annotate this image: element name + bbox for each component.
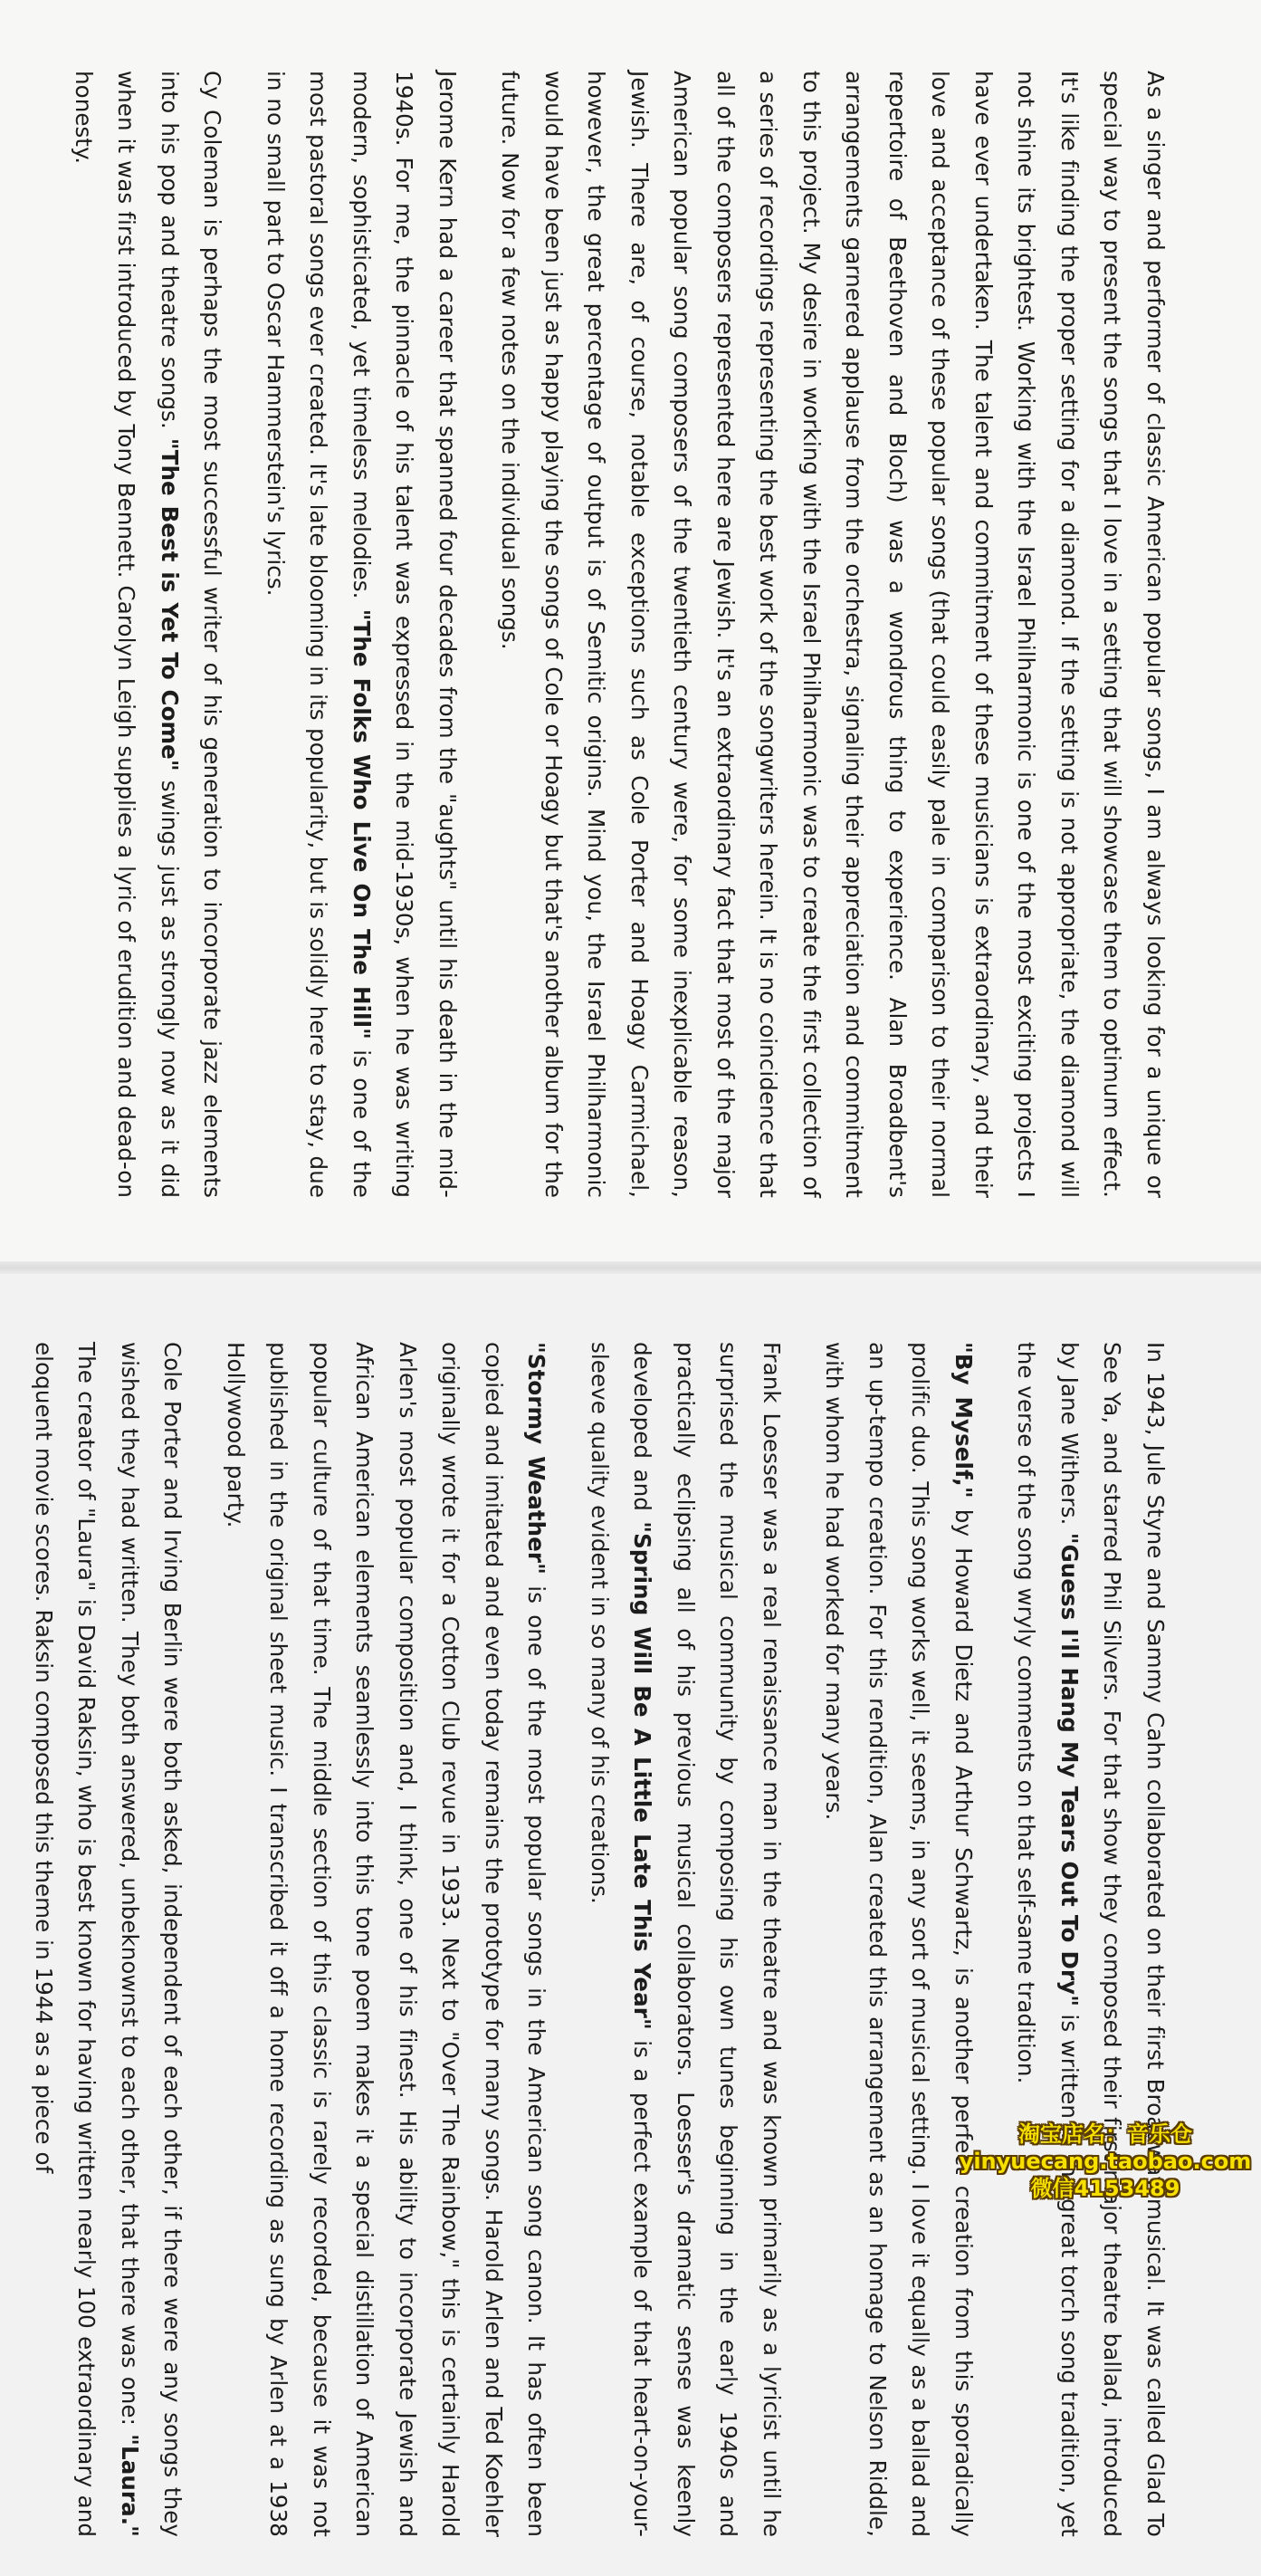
watermark-url: yinyuecang.taobao.com	[959, 2149, 1252, 2174]
paragraph-text: As a singer and performer of classic American popular songs, I am always looking for a unique or special way to present the songs that I love in a setting that will showcase them to optimum effect. It's like finding the proper setting for a diamond. If the setting is not appropriate, the diamond will not shine its brightest. Working with the Israel Philharmonic is one of the most exciting projects I have ever undertaken. The talent and commitment of these musicians is extraordinary, and their love and acceptance of these popular songs (that could easily pale in comparison to their normal repertoire of Beethoven and Bloch) was a wondrous thing to experience. Alan Broadbent's arrangements garnered applause from the orchestra, signaling their appreciation and commitment to this project. My desire in working with the Israel Philharmonic was to create the first collection of a series of recordings representing the best work of the songwriters herein. It is no coincidence that all of the composers represented here are Jewish. It's an extraordinary fact that most of the major American popular song composers of the twentieth century were, for some inexplicable reason, Jewish. There are, of course, notable exceptions such as Cole Porter and Hoagy Carmichael, however, the great percentage of output is of Semitic origins. Mind you, the Israel Philharmonic would have been just as happy playing the songs of Cole or Hoagy but that's another album for the future. Now for a few notes on the individual songs.	[497, 71, 1169, 1198]
paragraph-frank-loesser	[578, 1342, 794, 2537]
paragraph-stormy-weather	[215, 1342, 559, 2537]
paragraph-text: is written in the great torch song tradition, yet the verse of the song wryly comments on that self-same tradition.	[1013, 1342, 1083, 2538]
liner-notes-page-left	[43, 71, 1178, 1198]
paragraph-text: The creator of "Laura" is David Raksin, who is best known for having written nearly 100 extraordinary and eloquent movie scores. Raksin composed this theme in 1944 as a piece of	[31, 1342, 100, 2537]
paragraph-text: Cole Porter and Irving Berlin were both asked, independent of each other, if there were any songs they wished they had written. They both answered, unbeknownst to each other, that there was one:	[117, 1342, 186, 2537]
paragraph-styne-cahn	[1005, 1342, 1177, 2537]
paragraph-jerome-kern	[254, 71, 470, 1198]
page-fold-divider	[0, 1261, 1261, 1274]
paragraph-text: Frank Loesser was a real renaissance man in the theatre and was known primarily as a lyricist until he surprised the musical community by composing his own tunes beginning in the early 1940s and practically eclipsing all of his previous musical collaborators. Loesser's dramatic sense was keenly developed and	[629, 1342, 785, 2537]
paragraph-cy-coleman	[62, 71, 234, 1198]
song-title: "The Folks Who Live On The Hill"	[349, 608, 375, 1040]
paragraph-text: Cy Coleman is perhaps the most successful writer of his generation to incorporate jazz elements into his pop and theatre songs.	[157, 71, 226, 1198]
paragraph-text: by Howard Dietz and Arthur Schwartz, is another perfect creation from this sporadically prolific duo. This song works well, it seems, in any sort of musical setting. I love it equally as a ballad and an up-tempo creation. For this rendition, Alan created this arrangement as an homage to Nelson Riddle, with whom he had worked for many years.	[821, 1342, 977, 2537]
song-title: "By Myself,"	[951, 1342, 977, 1499]
song-title: "Laura."	[117, 2434, 143, 2537]
paragraph-intro	[489, 71, 1177, 1198]
shop-watermark	[958, 2121, 1253, 2202]
song-title: "Spring Will Be A Little Late This Year"	[629, 1521, 656, 2030]
song-title: "The Best is Yet To Come"	[157, 437, 183, 771]
paragraph-text: In 1943, Jule Styne and Sammy Cahn collaborated on their first Broadway musical. It was called Glad To See Ya, and starred Phil Silvers. For that show they composed their first major theatre ballad, introduced by Jane Withers.	[1056, 1342, 1169, 2537]
paragraph-text: is a perfect example of that heart-on-your-sleeve quality evident in so many of his creations.	[587, 1342, 656, 2537]
paragraph-text: swings just as strongly now as it did when it was first introduced by Tony Bennett. Carolyn Leigh supplies a lyric of erudition and dead-on honesty.	[71, 71, 183, 1198]
paragraph-text: is one of the most pastoral songs ever created. It's late blooming in its popularity, but is solidly here to stay, due in no small part to Oscar Hammerstein's lyrics.	[263, 71, 375, 1198]
paragraph-by-myself	[813, 1342, 985, 2537]
watermark-wechat: 微信4153489	[1030, 2176, 1180, 2201]
liner-notes-page-right	[3, 1342, 1178, 2537]
song-title: "Guess I'll Hang My Tears Out To Dry"	[1056, 1532, 1083, 2007]
paragraph-text: is one of the most popular songs in the American song canon. It has often been copied and imitated and even today remains the prototype for many songs. Harold Arlen and Ted Koehler originally wrote it for a Cotton Club revue in 1933. Next to "Over The Rainbow," this is certainly Harold Arlen's most popular composition and, I think, one of his finest. His ability to incorporate Jewish and African American elements seamlessly into this tone poem makes it a special distillation of American popular culture of that time. The middle section of this classic is rarely recorded, because it was not published in the original sheet music. I transcribed it off a home recording as sung by Arlen at a 1938 Hollywood party.	[223, 1342, 550, 2537]
song-title: "Stormy Weather"	[523, 1342, 550, 1575]
paragraph-text: Jerome Kern had a career that spanned four decades from the "aughts" until his death in the mid-1940s. For me, the pinnacle of his talent was expressed in the mid-1930s, when he was writing modern, sophisticated, yet timeless melodies.	[349, 71, 461, 1198]
paragraph-laura	[23, 1342, 195, 2537]
watermark-shop-name: 淘宝店名：音乐仓	[1018, 2121, 1192, 2147]
